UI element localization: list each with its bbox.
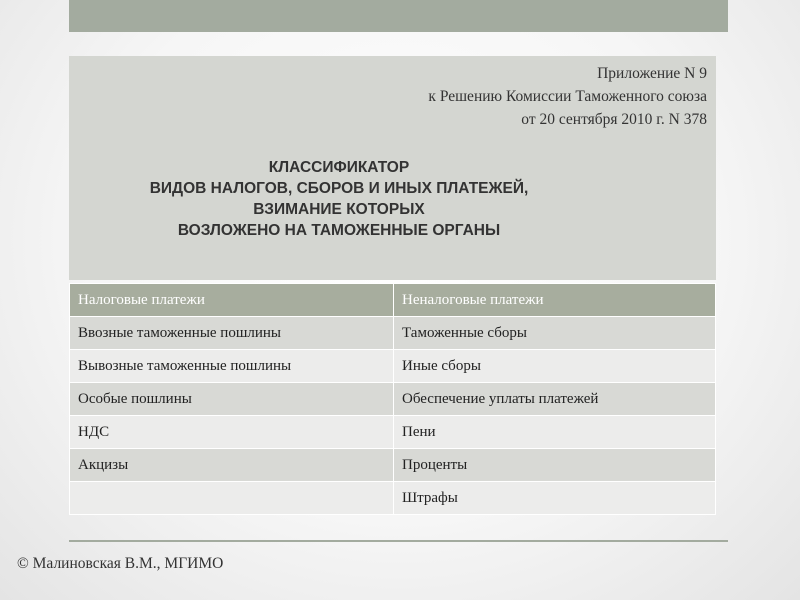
table-cell-non-tax: Пени — [394, 416, 716, 449]
title-line-2: ВИДОВ НАЛОГОВ, СБОРОВ И ИНЫХ ПЛАТЕЖЕЙ, — [149, 180, 529, 197]
table-cell-tax: Акцизы — [70, 449, 394, 482]
table-header-row — [70, 284, 716, 317]
table-row — [70, 449, 716, 482]
top-accent-bar — [69, 0, 728, 32]
table-row — [70, 416, 716, 449]
document-title — [69, 157, 609, 241]
table-cell-tax: НДС — [70, 416, 394, 449]
header-tax-payments: Налоговые платежи — [70, 284, 394, 317]
table-cell-tax: Особые пошлины — [70, 383, 394, 416]
table-row — [70, 482, 716, 515]
table-row — [70, 350, 716, 383]
appendix-line-3: от 20 сентября 2010 г. N 378 — [521, 111, 707, 128]
table-row — [70, 317, 716, 350]
table-cell-tax: Ввозные таможенные пошлины — [70, 317, 394, 350]
table-cell-non-tax: Штрафы — [394, 482, 716, 515]
table-cell-non-tax: Иные сборы — [394, 350, 716, 383]
footer-divider — [69, 540, 728, 542]
appendix-line-2: к Решению Комиссии Таможенного союза — [428, 88, 707, 105]
header-non-tax-payments: Неналоговые платежи — [394, 284, 716, 317]
title-line-1: КЛАССИФИКАТОР — [268, 159, 410, 176]
appendix-reference — [428, 62, 707, 131]
payments-classifier-table — [69, 283, 716, 515]
table-cell-non-tax: Обеспечение уплаты платежей — [394, 383, 716, 416]
table-cell-non-tax: Таможенные сборы — [394, 317, 716, 350]
table-cell-tax — [70, 482, 394, 515]
copyright-footer: © Малиновская В.М., МГИМО — [17, 555, 224, 572]
table-row — [70, 383, 716, 416]
title-line-3: ВЗИМАНИЕ КОТОРЫХ — [253, 201, 425, 218]
table-cell-non-tax: Проценты — [394, 449, 716, 482]
title-line-4: ВОЗЛОЖЕНО НА ТАМОЖЕННЫЕ ОРГАНЫ — [177, 222, 501, 239]
table-cell-tax: Вывозные таможенные пошлины — [70, 350, 394, 383]
appendix-line-1: Приложение N 9 — [597, 65, 707, 82]
document-header — [69, 56, 716, 280]
